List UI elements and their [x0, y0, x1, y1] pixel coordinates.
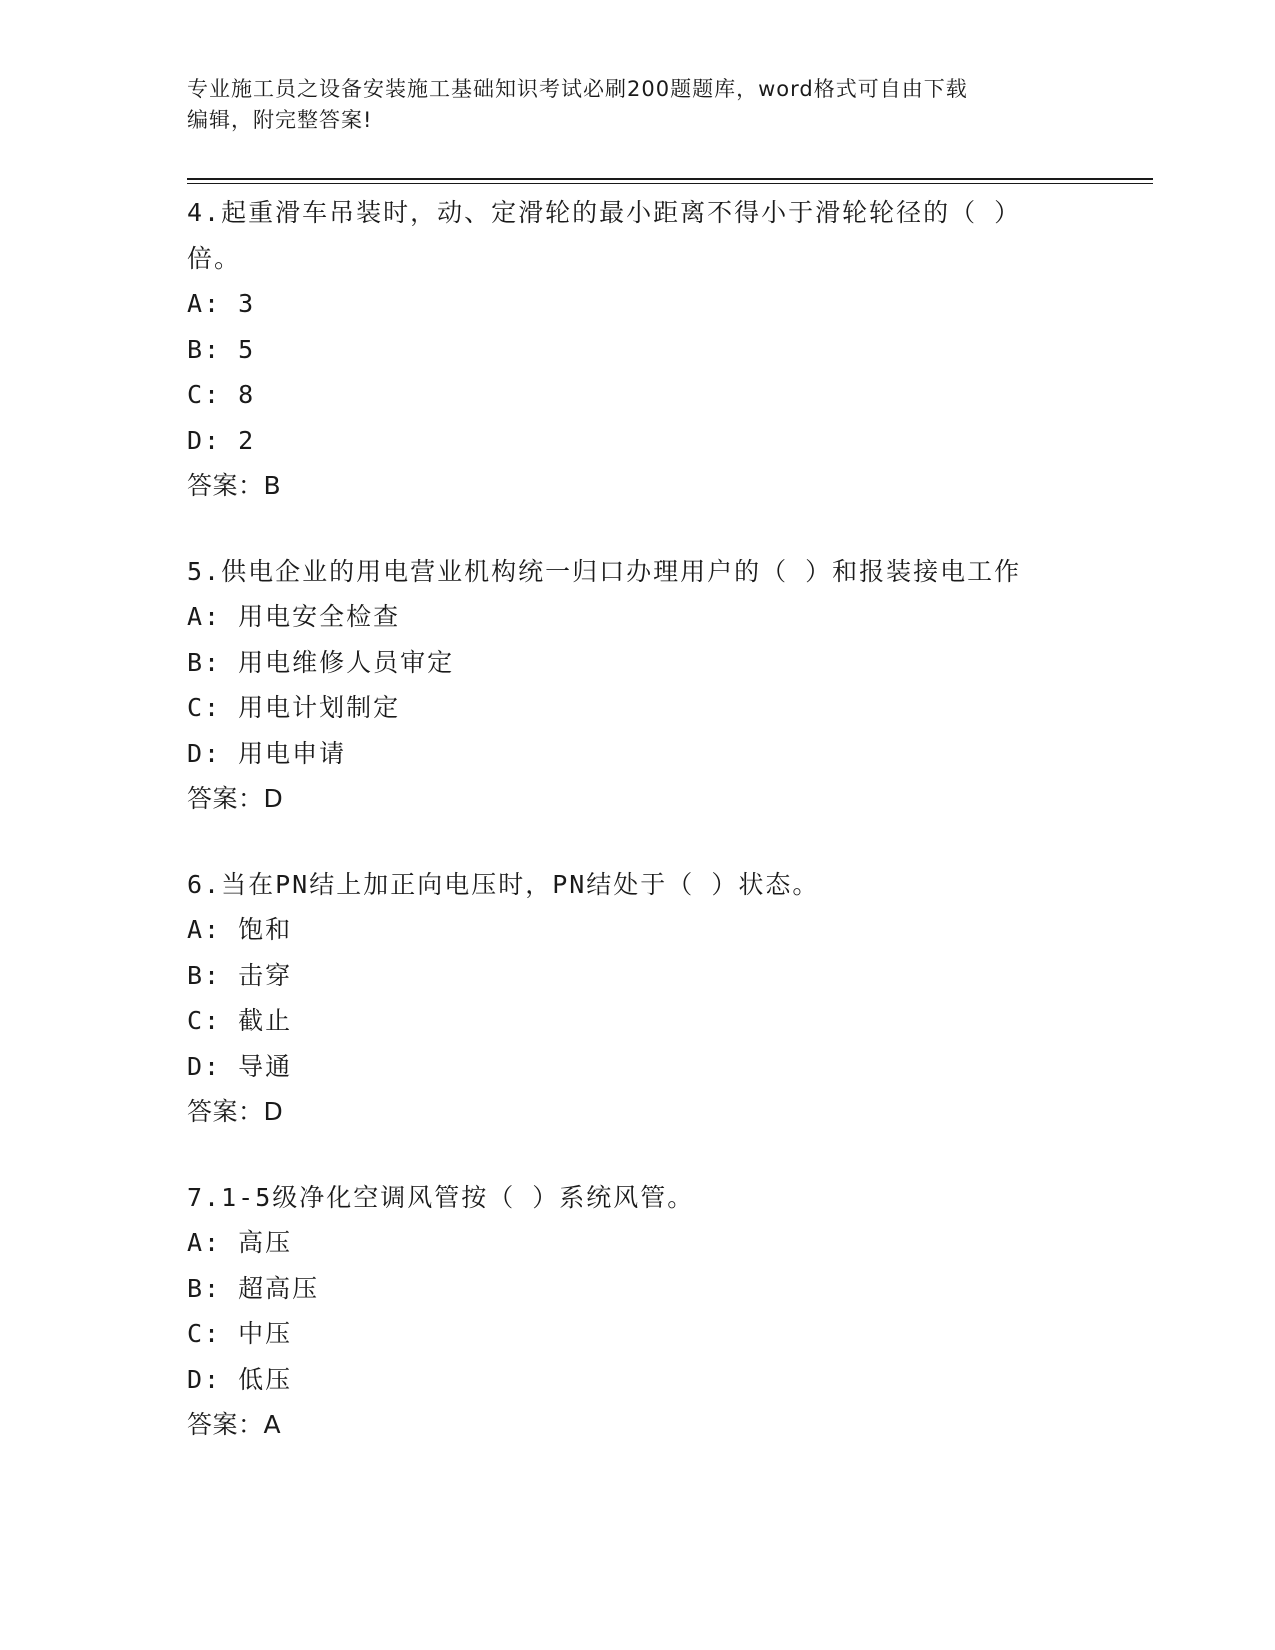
option-d: D: 导通	[187, 1051, 293, 1081]
question-6	[187, 862, 1087, 1135]
question-stem: 5.供电企业的用电营业机构统一归口办理用户的（ ）和报装接电工作	[187, 556, 1022, 586]
question-list	[187, 190, 1087, 1448]
option-c: C: 用电计划制定	[187, 693, 401, 722]
answer: 答案：D	[187, 784, 284, 813]
question-5	[187, 549, 1087, 822]
question-stem: 6.当在PN结上加正向电压时，PN结处于（ ）状态。	[187, 869, 820, 899]
option-d: D: 用电申请	[187, 738, 347, 768]
answer: 答案：B	[187, 471, 282, 500]
option-c: C: 截止	[187, 1006, 293, 1035]
option-a: A: 高压	[187, 1228, 293, 1257]
header-line-1: 专业施工员之设备安装施工基础知识考试必刷200题题库，word格式可自由下载	[187, 77, 968, 101]
option-a: A: 用电安全检查	[187, 602, 401, 631]
answer: 答案：A	[187, 1410, 282, 1439]
option-b: B: 用电维修人员审定	[187, 647, 455, 677]
option-a: A: 饱和	[187, 915, 293, 944]
option-d: D: 2	[187, 425, 256, 455]
document-header	[187, 74, 1087, 136]
question-stem: 7.1-5级净化空调风管按（ ）系统风管。	[187, 1182, 695, 1212]
question-7	[187, 1175, 1087, 1448]
option-b: B: 5	[187, 334, 256, 364]
option-c: C: 8	[187, 380, 256, 409]
option-a: A: 3	[187, 289, 256, 318]
option-b: B: 击穿	[187, 960, 293, 990]
question-4	[187, 190, 1087, 509]
question-stem: 4.起重滑车吊装时，动、定滑轮的最小距离不得小于滑轮轮径的（ ）	[187, 198, 1022, 227]
header-line-2: 编辑，附完整答案!	[187, 108, 373, 132]
answer: 答案：D	[187, 1097, 284, 1126]
option-b: B: 超高压	[187, 1273, 320, 1303]
header-divider	[187, 178, 1153, 184]
option-d: D: 低压	[187, 1364, 293, 1394]
question-stem-continued: 倍。	[187, 243, 242, 273]
option-c: C: 中压	[187, 1319, 293, 1348]
